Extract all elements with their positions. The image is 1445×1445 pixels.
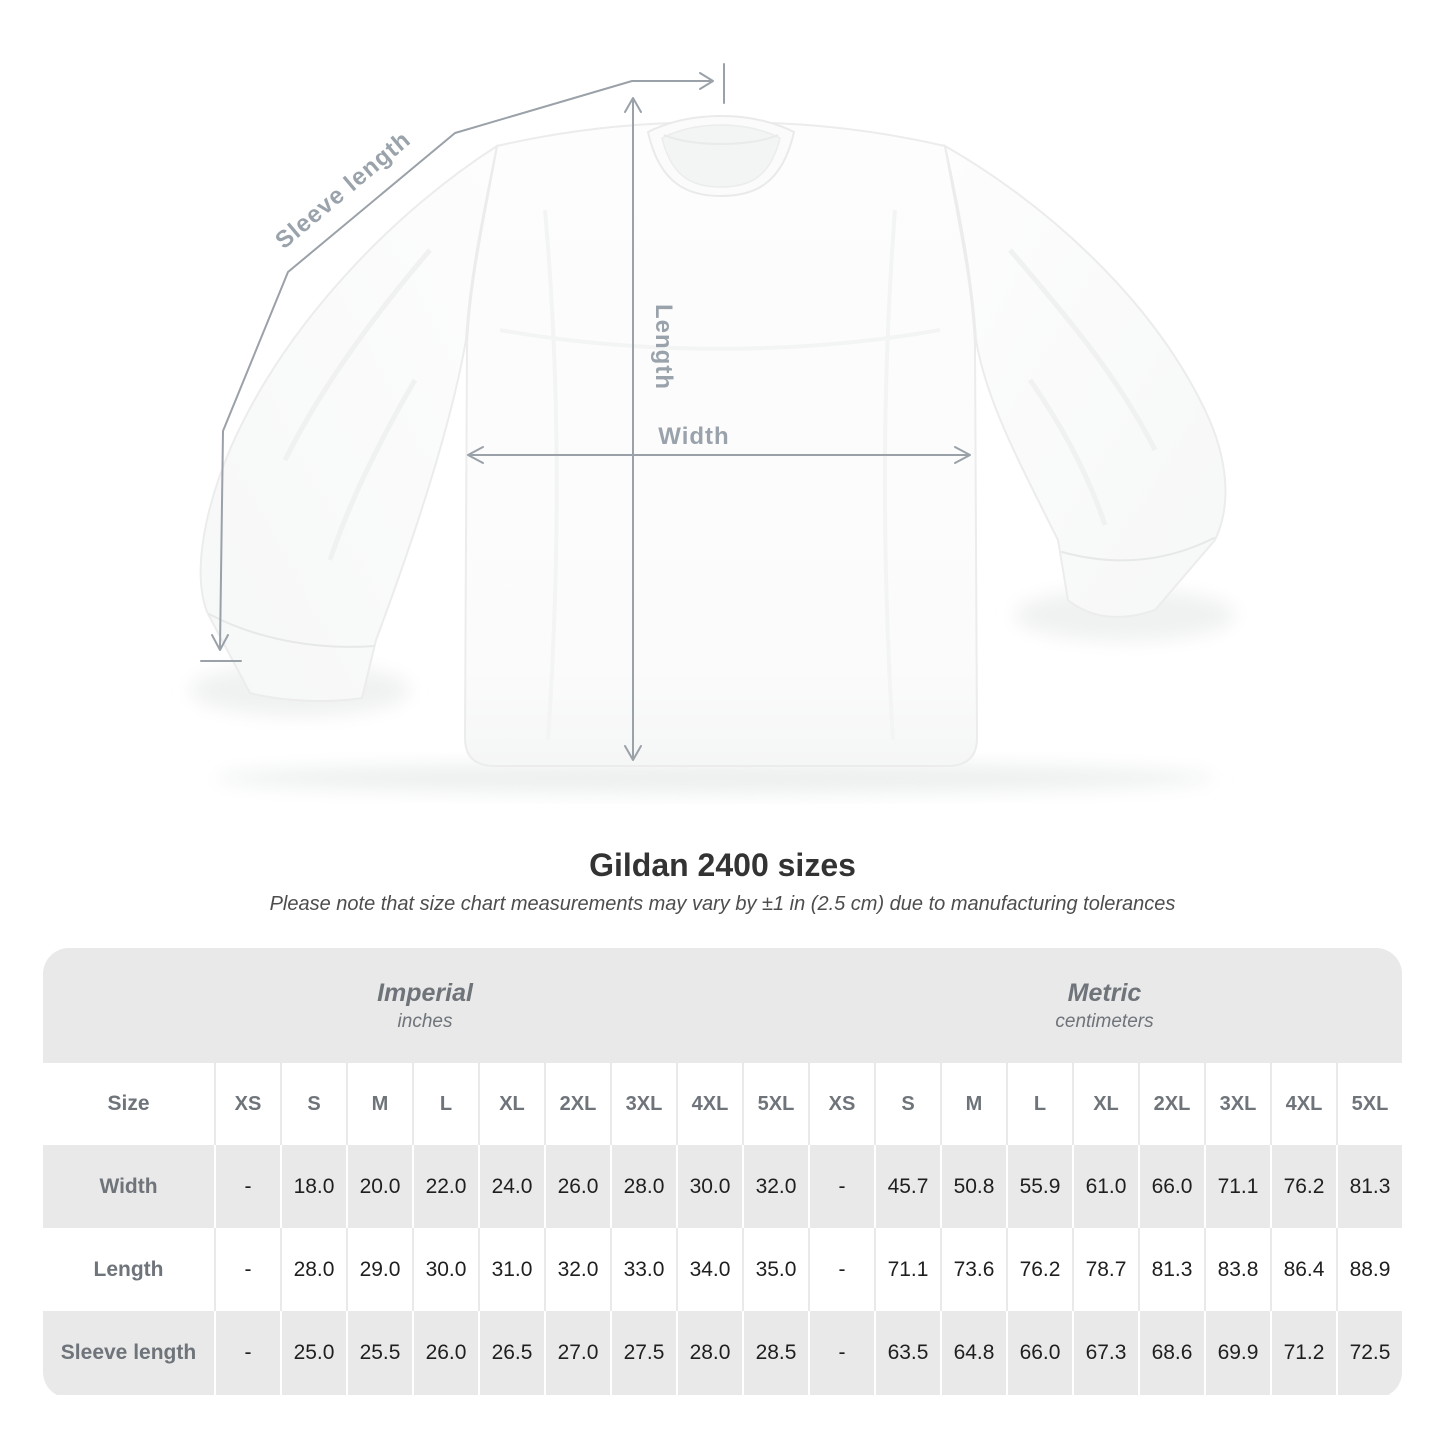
table-cell: 88.9 bbox=[1336, 1228, 1402, 1311]
table-cell: 34.0 bbox=[676, 1228, 742, 1311]
size-col-header: M bbox=[346, 1063, 412, 1145]
table-cell: 20.0 bbox=[346, 1145, 412, 1228]
size-col-header: S bbox=[280, 1063, 346, 1145]
table-cell: 45.7 bbox=[874, 1145, 940, 1228]
row-label: Width bbox=[99, 1174, 158, 1198]
table-row bbox=[43, 1311, 1402, 1395]
table-cell: 68.6 bbox=[1138, 1311, 1204, 1395]
table-cell: 18.0 bbox=[280, 1145, 346, 1228]
table-cell: 33.0 bbox=[610, 1228, 676, 1311]
table-cell: 55.9 bbox=[1006, 1145, 1072, 1228]
table-cell: 35.0 bbox=[742, 1228, 808, 1311]
table-cell: 26.0 bbox=[412, 1311, 478, 1395]
table-cell: 28.0 bbox=[280, 1228, 346, 1311]
table-cell: 66.0 bbox=[1006, 1311, 1072, 1395]
table-cell: 28.0 bbox=[676, 1311, 742, 1395]
table-cell: - bbox=[808, 1228, 874, 1311]
table-cell: - bbox=[214, 1228, 280, 1311]
size-col-header: L bbox=[1006, 1063, 1072, 1145]
table-cell: 83.8 bbox=[1204, 1228, 1270, 1311]
size-table bbox=[43, 948, 1402, 1398]
page-title: Gildan 2400 sizes bbox=[589, 847, 856, 883]
table-cell: 25.0 bbox=[280, 1311, 346, 1395]
size-col-header: 4XL bbox=[676, 1063, 742, 1145]
table-cell: 71.1 bbox=[874, 1228, 940, 1311]
size-col-header: 4XL bbox=[1270, 1063, 1336, 1145]
imperial-label: Imperial bbox=[377, 978, 473, 1007]
size-header-row bbox=[43, 1063, 1402, 1145]
table-cell: 28.5 bbox=[742, 1311, 808, 1395]
table-cell: 81.3 bbox=[1138, 1228, 1204, 1311]
table-cell: 81.3 bbox=[1336, 1145, 1402, 1228]
size-col-header: XL bbox=[478, 1063, 544, 1145]
size-col-header: S bbox=[874, 1063, 940, 1145]
table-cell: 66.0 bbox=[1138, 1145, 1204, 1228]
table-cell: 30.0 bbox=[676, 1145, 742, 1228]
size-col-header: XS bbox=[214, 1063, 280, 1145]
shirt-left-sleeve bbox=[201, 146, 497, 701]
table-cell: 26.0 bbox=[544, 1145, 610, 1228]
table-cell: 72.5 bbox=[1336, 1311, 1402, 1395]
table-cell: 32.0 bbox=[742, 1145, 808, 1228]
table-row bbox=[43, 1145, 1402, 1228]
table-cell: 28.0 bbox=[610, 1145, 676, 1228]
sleeve-length-label: Sleeve length bbox=[270, 126, 417, 255]
table-cell: 69.9 bbox=[1204, 1311, 1270, 1395]
table-row bbox=[43, 1228, 1402, 1311]
size-col-header: 2XL bbox=[1138, 1063, 1204, 1145]
table-cell: 27.5 bbox=[610, 1311, 676, 1395]
table-cell: - bbox=[808, 1311, 874, 1395]
row-label: Sleeve length bbox=[60, 1341, 197, 1364]
length-label: Length bbox=[650, 304, 677, 390]
size-col-header: 3XL bbox=[610, 1063, 676, 1145]
metric-group-header bbox=[807, 948, 1402, 1063]
table-cell: 31.0 bbox=[478, 1228, 544, 1311]
size-col-header: 2XL bbox=[544, 1063, 610, 1145]
table-cell: 63.5 bbox=[874, 1311, 940, 1395]
table-cell: 50.8 bbox=[940, 1145, 1006, 1228]
size-col-header: XS bbox=[808, 1063, 874, 1145]
size-col-header: XL bbox=[1072, 1063, 1138, 1145]
row-label: Length bbox=[93, 1257, 164, 1281]
size-col-header: 5XL bbox=[1336, 1063, 1402, 1145]
table-cell: 25.5 bbox=[346, 1311, 412, 1395]
table-cell: 73.6 bbox=[940, 1228, 1006, 1311]
table-cell: 61.0 bbox=[1072, 1145, 1138, 1228]
metric-label: Metric bbox=[1067, 978, 1142, 1007]
table-cell: 76.2 bbox=[1006, 1228, 1072, 1311]
table-cell: 30.0 bbox=[412, 1228, 478, 1311]
unit-header-row bbox=[43, 948, 1402, 1063]
shirt-right-sleeve bbox=[945, 146, 1225, 617]
table-cell: 71.1 bbox=[1204, 1145, 1270, 1228]
table-cell: - bbox=[808, 1145, 874, 1228]
size-col-header: M bbox=[940, 1063, 1006, 1145]
table-cell: 24.0 bbox=[478, 1145, 544, 1228]
size-col-header: 3XL bbox=[1204, 1063, 1270, 1145]
table-cell: 86.4 bbox=[1270, 1228, 1336, 1311]
table-cell: 32.0 bbox=[544, 1228, 610, 1311]
width-label: Width bbox=[658, 423, 730, 450]
size-header-label: Size bbox=[107, 1092, 150, 1115]
size-col-header: L bbox=[412, 1063, 478, 1145]
imperial-group-header bbox=[43, 948, 807, 1063]
page-subtitle: Please note that size chart measurements may vary by ±1 in (2.5 cm) due to manufacturing tolerances bbox=[269, 893, 1176, 915]
table-cell: 29.0 bbox=[346, 1228, 412, 1311]
size-col-header: 5XL bbox=[742, 1063, 808, 1145]
table-cell: 71.2 bbox=[1270, 1311, 1336, 1395]
table-cell: 67.3 bbox=[1072, 1311, 1138, 1395]
table-cell: 26.5 bbox=[478, 1311, 544, 1395]
table-cell: 64.8 bbox=[940, 1311, 1006, 1395]
table-cell: 22.0 bbox=[412, 1145, 478, 1228]
metric-unit: centimeters bbox=[1055, 1010, 1154, 1032]
table-cell: - bbox=[214, 1311, 280, 1395]
table-cell: 76.2 bbox=[1270, 1145, 1336, 1228]
table-cell: 78.7 bbox=[1072, 1228, 1138, 1311]
table-cell: - bbox=[214, 1145, 280, 1228]
imperial-unit: inches bbox=[397, 1010, 453, 1032]
table-cell: 27.0 bbox=[544, 1311, 610, 1395]
